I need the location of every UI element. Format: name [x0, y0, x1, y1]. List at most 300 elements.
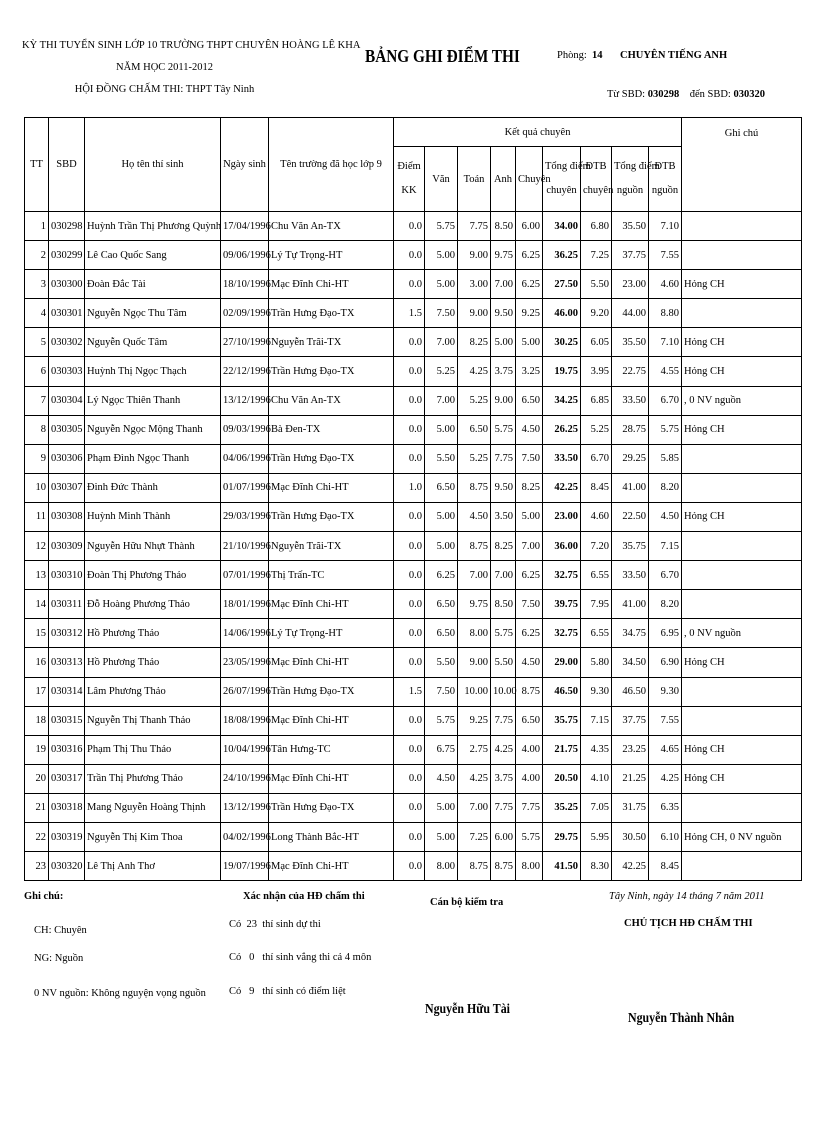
row-van: 5.00 [425, 415, 458, 444]
row-chuyen: 5.00 [516, 502, 543, 531]
row-anh: 10.00 [491, 677, 516, 706]
row-van: 6.50 [425, 590, 458, 619]
row-sbd: 030303 [49, 357, 85, 386]
row-dob: 14/06/1996 [221, 619, 269, 648]
row-total-chuyen: 33.50 [543, 444, 581, 473]
row-school: Bà Đen-TX [269, 415, 394, 444]
count-3: 9 [249, 986, 255, 997]
row-van: 5.00 [425, 793, 458, 822]
row-toan: 8.25 [458, 328, 491, 357]
row-school: Mạc Đĩnh Chi-HT [269, 648, 394, 677]
col-toan: Toán [458, 147, 491, 212]
row-note: Hỏng CH, 0 NV nguồn [682, 822, 802, 851]
row-name: Phạm Đình Ngọc Thanh [85, 444, 221, 473]
row-total-nguon: 46.50 [612, 677, 649, 706]
co-2: Có [229, 952, 242, 963]
table-row [25, 386, 802, 415]
row-kk: 0.0 [394, 357, 425, 386]
row-total-nguon: 35.50 [612, 328, 649, 357]
row-name: Nguyễn Ngọc Thu Tâm [85, 299, 221, 328]
row-toan: 8.75 [458, 473, 491, 502]
row-name: Đoàn Đắc Tài [85, 270, 221, 299]
row-avg-nguon: 8.80 [649, 299, 682, 328]
to-value: 030320 [733, 89, 765, 100]
subject-name: CHUYÊN TIẾNG ANH [620, 50, 728, 61]
row-van: 6.75 [425, 735, 458, 764]
row-avg-nguon: 7.15 [649, 532, 682, 561]
row-sbd: 030298 [49, 212, 85, 241]
row-anh: 8.25 [491, 532, 516, 561]
row-avg-nguon: 4.55 [649, 357, 682, 386]
table-row [25, 473, 802, 502]
row-total-nguon: 33.50 [612, 386, 649, 415]
to-label: đến SBD: [689, 89, 731, 100]
row-toan: 9.75 [458, 590, 491, 619]
row-dob: 27/10/1996 [221, 328, 269, 357]
row-toan: 3.00 [458, 270, 491, 299]
row-kk: 1.0 [394, 473, 425, 502]
row-toan: 9.00 [458, 299, 491, 328]
row-note [682, 677, 802, 706]
row-dob: 04/02/1996 [221, 822, 269, 851]
row-avg-chuyen: 6.80 [581, 212, 612, 241]
row-sbd: 030319 [49, 822, 85, 851]
row-dob: 21/10/1996 [221, 532, 269, 561]
row-toan: 4.25 [458, 357, 491, 386]
row-chuyen: 9.25 [516, 299, 543, 328]
col-tt: TT [25, 118, 49, 212]
row-toan: 4.50 [458, 502, 491, 531]
row-van: 8.00 [425, 852, 458, 881]
row-total-nguon: 34.75 [612, 619, 649, 648]
row-toan: 5.25 [458, 386, 491, 415]
table-row [25, 822, 802, 851]
table-row [25, 212, 802, 241]
row-sbd: 030316 [49, 735, 85, 764]
row-sbd: 030307 [49, 473, 85, 502]
row-avg-nguon: 7.55 [649, 706, 682, 735]
row-number: 3 [25, 270, 49, 299]
row-note: Hỏng CH [682, 415, 802, 444]
table-row [25, 241, 802, 270]
row-total-nguon: 37.75 [612, 706, 649, 735]
row-avg-chuyen: 7.25 [581, 241, 612, 270]
confirm-line-1 [229, 919, 321, 930]
row-name: Lâm Phương Thảo [85, 677, 221, 706]
row-name: Phạm Thị Thu Thảo [85, 735, 221, 764]
col-dob: Ngày sinh [221, 118, 269, 212]
row-total-chuyen: 32.75 [543, 619, 581, 648]
row-kk: 0.0 [394, 590, 425, 619]
col-sbd: SBD [49, 118, 85, 212]
row-chuyen: 6.50 [516, 706, 543, 735]
row-sbd: 030310 [49, 561, 85, 590]
row-name: Trần Thị Phương Thảo [85, 764, 221, 793]
row-sbd: 030315 [49, 706, 85, 735]
row-kk: 0.0 [394, 328, 425, 357]
row-total-nguon: 41.00 [612, 473, 649, 502]
row-number: 16 [25, 648, 49, 677]
row-dob: 07/01/1996 [221, 561, 269, 590]
col-total-nguon [612, 147, 660, 212]
row-total-chuyen: 42.25 [543, 473, 581, 502]
row-van: 5.25 [425, 357, 458, 386]
row-avg-chuyen: 7.05 [581, 793, 612, 822]
row-kk: 1.5 [394, 677, 425, 706]
col-total-chuyen-l1: Tổng điểm [545, 161, 591, 172]
row-avg-nguon: 6.10 [649, 822, 682, 851]
col-name: Họ tên thí sinh [85, 118, 221, 212]
table-row [25, 648, 802, 677]
row-total-nguon: 41.00 [612, 590, 649, 619]
row-avg-nguon: 5.75 [649, 415, 682, 444]
row-avg-chuyen: 7.95 [581, 590, 612, 619]
col-kk-l1: Điểm [397, 161, 421, 172]
row-van: 6.50 [425, 619, 458, 648]
row-kk: 1.5 [394, 299, 425, 328]
room-label: Phòng: [557, 50, 587, 61]
row-number: 15 [25, 619, 49, 648]
row-number: 8 [25, 415, 49, 444]
row-toan: 8.75 [458, 532, 491, 561]
row-total-chuyen: 19.75 [543, 357, 581, 386]
table-row [25, 270, 802, 299]
row-avg-nguon: 7.55 [649, 241, 682, 270]
row-dob: 09/06/1996 [221, 241, 269, 270]
table-row [25, 532, 802, 561]
col-avg-nguon [649, 147, 682, 212]
row-name: Nguyễn Quốc Tâm [85, 328, 221, 357]
chair-title: CHỦ TỊCH HĐ CHẤM THI [624, 918, 753, 929]
row-school: Chu Văn An-TX [269, 212, 394, 241]
row-dob: 23/05/1996 [221, 648, 269, 677]
row-school: Trần Hưng Đạo-TX [269, 677, 394, 706]
row-anh: 8.75 [491, 852, 516, 881]
row-kk: 0.0 [394, 212, 425, 241]
row-sbd: 030317 [49, 764, 85, 793]
row-name: Đoàn Thị Phương Thảo [85, 561, 221, 590]
row-school: Long Thành Bắc-HT [269, 822, 394, 851]
row-total-chuyen: 46.00 [543, 299, 581, 328]
row-anh: 5.75 [491, 415, 516, 444]
row-anh: 3.50 [491, 502, 516, 531]
row-total-nguon: 34.50 [612, 648, 649, 677]
col-anh: Anh [491, 147, 516, 212]
row-van: 5.75 [425, 706, 458, 735]
row-note [682, 852, 802, 881]
row-kk: 0.0 [394, 241, 425, 270]
row-avg-chuyen: 5.80 [581, 648, 612, 677]
row-number: 1 [25, 212, 49, 241]
row-dob: 04/06/1996 [221, 444, 269, 473]
table-row [25, 415, 802, 444]
row-total-nguon: 35.50 [612, 212, 649, 241]
row-note [682, 532, 802, 561]
page-title: BẢNG GHI ĐIỂM THI [365, 46, 520, 66]
row-note [682, 212, 802, 241]
row-toan: 8.75 [458, 852, 491, 881]
row-van: 7.00 [425, 328, 458, 357]
table-row [25, 735, 802, 764]
row-avg-nguon: 6.70 [649, 561, 682, 590]
text-3: thí sinh có điểm liệt [262, 986, 346, 997]
row-van: 5.00 [425, 532, 458, 561]
row-note [682, 706, 802, 735]
row-total-chuyen: 26.25 [543, 415, 581, 444]
row-name: Đinh Đức Thành [85, 473, 221, 502]
row-chuyen: 5.75 [516, 822, 543, 851]
col-avg-nguon-l1: ĐTB [654, 161, 676, 172]
row-sbd: 030302 [49, 328, 85, 357]
row-avg-chuyen: 6.05 [581, 328, 612, 357]
row-name: Nguyễn Thị Kim Thoa [85, 822, 221, 851]
row-name: Hồ Phương Thảo [85, 619, 221, 648]
row-number: 4 [25, 299, 49, 328]
row-number: 13 [25, 561, 49, 590]
row-avg-nguon: 4.65 [649, 735, 682, 764]
row-kk: 0.0 [394, 822, 425, 851]
row-chuyen: 7.50 [516, 444, 543, 473]
row-total-chuyen: 21.75 [543, 735, 581, 764]
row-avg-chuyen: 5.50 [581, 270, 612, 299]
row-name: Huỳnh Minh Thành [85, 502, 221, 531]
table-row [25, 677, 802, 706]
row-number: 7 [25, 386, 49, 415]
row-avg-chuyen: 4.60 [581, 502, 612, 531]
col-total-chuyen [543, 147, 591, 212]
col-school: Tên trường đã học lớp 9 [269, 118, 394, 212]
row-avg-nguon: 6.95 [649, 619, 682, 648]
row-anh: 8.50 [491, 212, 516, 241]
row-name: Lý Ngọc Thiên Thanh [85, 386, 221, 415]
row-sbd: 030320 [49, 852, 85, 881]
col-van: Văn [425, 147, 458, 212]
row-van: 5.00 [425, 270, 458, 299]
row-school: Trần Hưng Đạo-TX [269, 299, 394, 328]
row-anh: 5.00 [491, 328, 516, 357]
room-value: 14 [592, 50, 603, 61]
row-avg-chuyen: 9.20 [581, 299, 612, 328]
table-row [25, 299, 802, 328]
row-number: 17 [25, 677, 49, 706]
row-note: , 0 NV nguồn [682, 619, 802, 648]
row-anh: 9.00 [491, 386, 516, 415]
row-total-nguon: 29.25 [612, 444, 649, 473]
row-name: Mang Nguyễn Hoàng Thịnh [85, 793, 221, 822]
row-van: 7.00 [425, 386, 458, 415]
row-number: 10 [25, 473, 49, 502]
row-school: Trần Hưng Đạo-TX [269, 502, 394, 531]
co-1: Có [229, 919, 242, 930]
row-toan: 8.00 [458, 619, 491, 648]
row-total-chuyen: 30.25 [543, 328, 581, 357]
row-avg-nguon: 6.90 [649, 648, 682, 677]
row-avg-nguon: 8.20 [649, 473, 682, 502]
row-chuyen: 7.00 [516, 532, 543, 561]
row-chuyen: 6.25 [516, 270, 543, 299]
row-note [682, 561, 802, 590]
row-note [682, 473, 802, 502]
row-kk: 0.0 [394, 648, 425, 677]
row-chuyen: 3.25 [516, 357, 543, 386]
row-dob: 10/04/1996 [221, 735, 269, 764]
school-year: NĂM HỌC 2011-2012 [115, 62, 214, 73]
row-van: 5.00 [425, 241, 458, 270]
row-avg-nguon: 4.60 [649, 270, 682, 299]
row-number: 6 [25, 357, 49, 386]
sbd-range [607, 89, 765, 100]
row-avg-nguon: 7.10 [649, 328, 682, 357]
row-number: 22 [25, 822, 49, 851]
row-toan: 6.50 [458, 415, 491, 444]
row-note [682, 241, 802, 270]
row-school: Trần Hưng Đạo-TX [269, 793, 394, 822]
row-chuyen: 7.75 [516, 793, 543, 822]
row-van: 6.50 [425, 473, 458, 502]
note-ng: NG: Nguồn [34, 953, 84, 964]
row-avg-nguon: 9.30 [649, 677, 682, 706]
row-dob: 26/07/1996 [221, 677, 269, 706]
row-van: 5.75 [425, 212, 458, 241]
from-value: 030298 [647, 89, 680, 100]
row-anh: 4.25 [491, 735, 516, 764]
row-kk: 0.0 [394, 444, 425, 473]
row-avg-chuyen: 9.30 [581, 677, 612, 706]
row-note [682, 444, 802, 473]
row-note [682, 299, 802, 328]
row-note: Hỏng CH [682, 735, 802, 764]
row-total-chuyen: 36.00 [543, 532, 581, 561]
row-avg-chuyen: 8.45 [581, 473, 612, 502]
row-total-chuyen: 34.00 [543, 212, 581, 241]
row-dob: 19/07/1996 [221, 852, 269, 881]
row-anh: 5.75 [491, 619, 516, 648]
row-kk: 0.0 [394, 561, 425, 590]
row-total-nguon: 23.25 [612, 735, 649, 764]
row-school: Mạc Đĩnh Chi-HT [269, 764, 394, 793]
row-anh: 7.00 [491, 270, 516, 299]
row-dob: 22/12/1996 [221, 357, 269, 386]
row-number: 9 [25, 444, 49, 473]
row-name: Lê Thị Anh Thơ [85, 852, 221, 881]
row-total-nguon: 37.75 [612, 241, 649, 270]
row-name: Nguyễn Ngọc Mộng Thanh [85, 415, 221, 444]
row-total-nguon: 44.00 [612, 299, 649, 328]
row-avg-nguon: 7.10 [649, 212, 682, 241]
row-sbd: 030300 [49, 270, 85, 299]
row-school: Mạc Đĩnh Chi-HT [269, 270, 394, 299]
row-toan: 10.00 [458, 677, 491, 706]
row-total-chuyen: 20.50 [543, 764, 581, 793]
row-kk: 0.0 [394, 764, 425, 793]
row-name: Lê Cao Quốc Sang [85, 241, 221, 270]
row-anh: 9.75 [491, 241, 516, 270]
row-total-chuyen: 29.75 [543, 822, 581, 851]
table-row [25, 502, 802, 531]
row-avg-nguon: 6.35 [649, 793, 682, 822]
row-avg-chuyen: 7.20 [581, 532, 612, 561]
col-avg-chuyen-l1: ĐTB [585, 161, 607, 172]
row-sbd: 030318 [49, 793, 85, 822]
row-number: 14 [25, 590, 49, 619]
row-total-chuyen: 23.00 [543, 502, 581, 531]
row-chuyen: 8.25 [516, 473, 543, 502]
row-school: Nguyễn Trãi-TX [269, 328, 394, 357]
row-dob: 18/10/1996 [221, 270, 269, 299]
row-name: Huỳnh Thị Ngọc Thạch [85, 357, 221, 386]
row-number: 5 [25, 328, 49, 357]
row-anh: 3.75 [491, 764, 516, 793]
row-total-nguon: 23.00 [612, 270, 649, 299]
row-number: 21 [25, 793, 49, 822]
row-avg-nguon: 5.85 [649, 444, 682, 473]
row-total-nguon: 22.50 [612, 502, 649, 531]
text-2: thí sinh vắng thi cả 4 môn [262, 952, 372, 963]
row-total-chuyen: 29.00 [543, 648, 581, 677]
confirm-line-3 [229, 986, 346, 997]
col-kk [394, 147, 425, 212]
row-toan: 2.75 [458, 735, 491, 764]
row-chuyen: 4.50 [516, 415, 543, 444]
from-label: Từ SBD: [607, 89, 646, 100]
row-number: 12 [25, 532, 49, 561]
row-school: Trần Hưng Đạo-TX [269, 444, 394, 473]
row-toan: 9.00 [458, 241, 491, 270]
row-anh: 7.75 [491, 444, 516, 473]
row-van: 4.50 [425, 764, 458, 793]
row-chuyen: 6.00 [516, 212, 543, 241]
checker-name: Nguyễn Hữu Tài [425, 1002, 510, 1017]
row-dob: 13/12/1996 [221, 793, 269, 822]
row-dob: 24/10/1996 [221, 764, 269, 793]
row-dob: 01/07/1996 [221, 473, 269, 502]
col-avg-chuyen-l2: chuyên [583, 185, 614, 196]
row-number: 19 [25, 735, 49, 764]
row-sbd: 030312 [49, 619, 85, 648]
row-total-nguon: 33.50 [612, 561, 649, 590]
row-total-chuyen: 27.50 [543, 270, 581, 299]
row-kk: 0.0 [394, 270, 425, 299]
row-kk: 0.0 [394, 619, 425, 648]
row-total-chuyen: 39.75 [543, 590, 581, 619]
row-total-chuyen: 34.25 [543, 386, 581, 415]
row-avg-nguon: 4.50 [649, 502, 682, 531]
row-avg-nguon: 6.70 [649, 386, 682, 415]
note-ch: CH: Chuyên [34, 925, 87, 936]
row-avg-nguon: 4.25 [649, 764, 682, 793]
row-sbd: 030308 [49, 502, 85, 531]
row-van: 7.50 [425, 677, 458, 706]
score-table [24, 117, 802, 881]
row-sbd: 030304 [49, 386, 85, 415]
row-note: , 0 NV nguồn [682, 386, 802, 415]
row-avg-chuyen: 3.95 [581, 357, 612, 386]
row-toan: 4.25 [458, 764, 491, 793]
row-total-chuyen: 36.25 [543, 241, 581, 270]
row-chuyen: 8.75 [516, 677, 543, 706]
confirm-line-2 [229, 952, 371, 963]
row-total-nguon: 31.75 [612, 793, 649, 822]
row-van: 5.50 [425, 444, 458, 473]
row-number: 11 [25, 502, 49, 531]
row-note [682, 793, 802, 822]
row-note: Hỏng CH [682, 502, 802, 531]
col-chuyen: Chuyên [516, 147, 543, 212]
row-sbd: 030306 [49, 444, 85, 473]
row-anh: 6.00 [491, 822, 516, 851]
row-avg-chuyen: 7.15 [581, 706, 612, 735]
table-body [25, 212, 802, 881]
